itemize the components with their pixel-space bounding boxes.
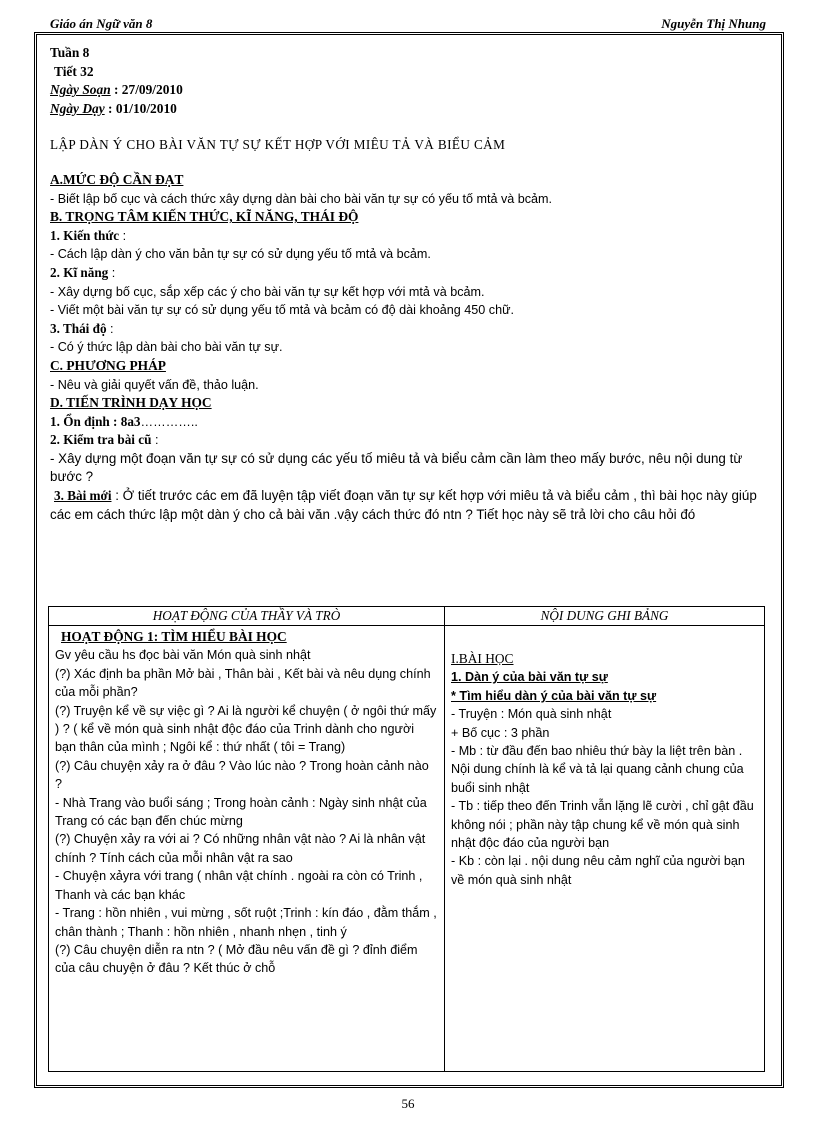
section-c-title: C. PHƯƠNG PHÁP [50,357,166,373]
content-heading: I.BÀI HỌC [451,651,514,666]
d3-line [50,487,770,524]
teach-date-label: Ngày Dạy [50,100,105,116]
content-subheading-1: 1. Dàn ý của bài văn tự sự [451,670,608,685]
list-item: - Chuyện xảyra với trang ( nhân vật chính . ngoài ra còn có Trinh , Thanh và các bạn khác [55,869,423,902]
b3-text: - Có ý thức lập dàn bài cho bài văn tự sự. [50,340,283,355]
b2-title: 2. Kĩ năng [50,264,109,280]
b2-text-2: - Viết một bài văn tự sự có sử dụng yếu tố mtả và bcảm có độ dài khoảng 450 chữ. [50,303,515,318]
list-item: (?) Câu chuyện diễn ra ntn ? ( Mở đầu nêu vấn đề gì ? đỉnh điểm của câu chuyện ở đâu ? Kết thúc ở chỗ [55,942,418,976]
prep-date-value: : 27/09/2010 [114,82,183,98]
list-item: - Mb : từ đầu đến bao nhiêu thứ bày la liệt trên bàn . Nội dung chính là kể và tả lại quang cảnh chung của buổi sinh nhật [451,744,744,795]
lesson-table [48,606,765,1072]
prep-date-label: Ngày Soạn [50,82,111,98]
b3-line [50,320,770,339]
d2-colon: : [151,433,159,448]
b3-colon: : [106,321,114,336]
lesson-title: LẬP DÀN Ý CHO BÀI VĂN TỰ SỰ KẾT HỢP VỚI MIÊU TẢ VÀ BIỂU CẢM [50,137,506,153]
d3-title: 3. Bài mới [54,488,112,504]
d1-dots: ………….. [140,414,198,429]
section-b-title: B. TRỌNG TÂM KIẾN THỨC, KĨ NĂNG, THÁI ĐỘ [50,209,359,225]
activity-heading: HOẠT ĐỘNG 1: TÌM HIỂU BÀI HỌC [61,629,287,644]
activities-cell [49,626,445,1072]
d3-text: : Ở tiết trước các em đã luyện tập viết đoạn văn tự sự kết hợp với miêu tả và biểu cảm , thì bài học này giúp các em cách thức lập một dàn ý cho cả bài văn .vậy cách thức đó ntn ? Tiết học này sẽ trả lời cho câu hỏi đó [50,488,757,522]
page-header [50,14,766,34]
teach-date-line [50,100,770,119]
lesson-intro [50,44,770,524]
col-header-activities: HOẠT ĐỘNG CỦA THẦY VÀ TRÒ [49,607,445,626]
d2-text: - Xây dựng một đoạn văn tự sự có sử dụng các yếu tố miêu tả và biểu cảm cần làm theo mấy bước, nêu nội dung từ bước ? [50,450,743,485]
prep-date-line [50,81,770,100]
b2-text-1: - Xây dựng bố cục, sắp xếp các ý cho bài văn tự sự kết hợp với mtả và bcảm. [50,284,485,299]
list-item: - Tb : tiếp theo đến Trinh vẫn lặng lẽ cười , chỉ gật đầu không nói ; phần này tập chung kể về món quà sinh nhật độc đáo của người bạn [451,799,754,851]
lesson-label: Tiết 32 [54,63,94,79]
list-item: (?) Xác định ba phần Mở bài , Thân bài , Kết bài và nêu dụng chính của mỗi phần? [55,666,431,700]
b1-colon: : [119,228,127,243]
d2-title: 2. Kiểm tra bài cũ [50,432,152,448]
list-item: - Trang : hồn nhiên , vui mừng , sốt ruột ;Trinh : kín đáo , đằm thắm , chân thành ; Thanh : hồn nhiên , nhanh nhẹn , tinh ý [55,906,437,939]
page-number: 56 [401,1096,415,1111]
content-subheading-2: * Tìm hiểu dàn ý của bài văn tự sự [451,688,657,703]
section-a-title: A.MỨC ĐỘ CẦN ĐẠT [50,171,184,187]
d2-line [50,431,770,450]
col-header-content: NỘI DUNG GHI BẢNG [445,607,765,626]
b1-title: 1. Kiến thức [50,227,120,243]
list-item: - Nhà Trang vào buổi sáng ; Trong hoàn cảnh : Ngày sinh nhật của Trang có các bạn đến chúc mừng [55,795,427,829]
section-a-text: - Biết lập bố cục và cách thức xây dựng dàn bài cho bài văn tự sự có yếu tố mtả và bcảm. [50,191,553,206]
week-label: Tuần 8 [50,45,90,60]
d1-title: 1. Ổn định : 8a3 [50,413,141,429]
list-item: (?) Câu chuyện xảy ra ở đâu ? Vào lúc nào ? Trong hoàn cảnh nào ? [55,758,429,792]
list-item: (?) Chuyện xảy ra với ai ? Có những nhân vật nào ? Ai là nhân vật chính ? Tính cách của mỗi nhân vật ra sao [55,832,426,865]
content-cell [445,626,765,1072]
header-subject: Giáo án Ngữ văn 8 [50,16,153,31]
section-c-text: - Nêu và giải quyết vấn đề, thảo luận. [50,377,259,392]
list-item: - Truyện : Món quà sinh nhật [451,707,612,722]
header-author: Nguyễn Thị Nhung [661,16,766,31]
list-item: + Bố cục : 3 phần [451,725,550,740]
b1-text: - Cách lập dàn ý cho văn bản tự sự có sử dụng yếu tố mtả và bcảm. [50,247,431,262]
list-item: (?) Truyện kể về sự việc gì ? Ai là người kể chuyện ( ở ngôi thứ mấy ) ? ( kể về món quà sinh nhật độc đáo của Trinh dành cho người bạn thân của mình ; Ngôi kể : thứ nhất ( tôi = Trang) [55,703,437,755]
b3-title: 3. Thái độ [50,320,107,336]
list-item: Gv yêu cầu hs đọc bài văn Món quà sinh nhật [55,648,311,663]
list-item: - Kb : còn lại . nội dung nêu cảm nghĩ của người bạn về món quà sinh nhật [451,854,745,887]
section-d-title: D. TIẾN TRÌNH DẠY HỌC [50,395,212,411]
teach-date-value: : 01/10/2010 [108,100,177,116]
b1-line [50,227,770,246]
b2-colon: : [108,265,116,280]
d1-line [50,413,770,432]
b2-line [50,264,770,283]
